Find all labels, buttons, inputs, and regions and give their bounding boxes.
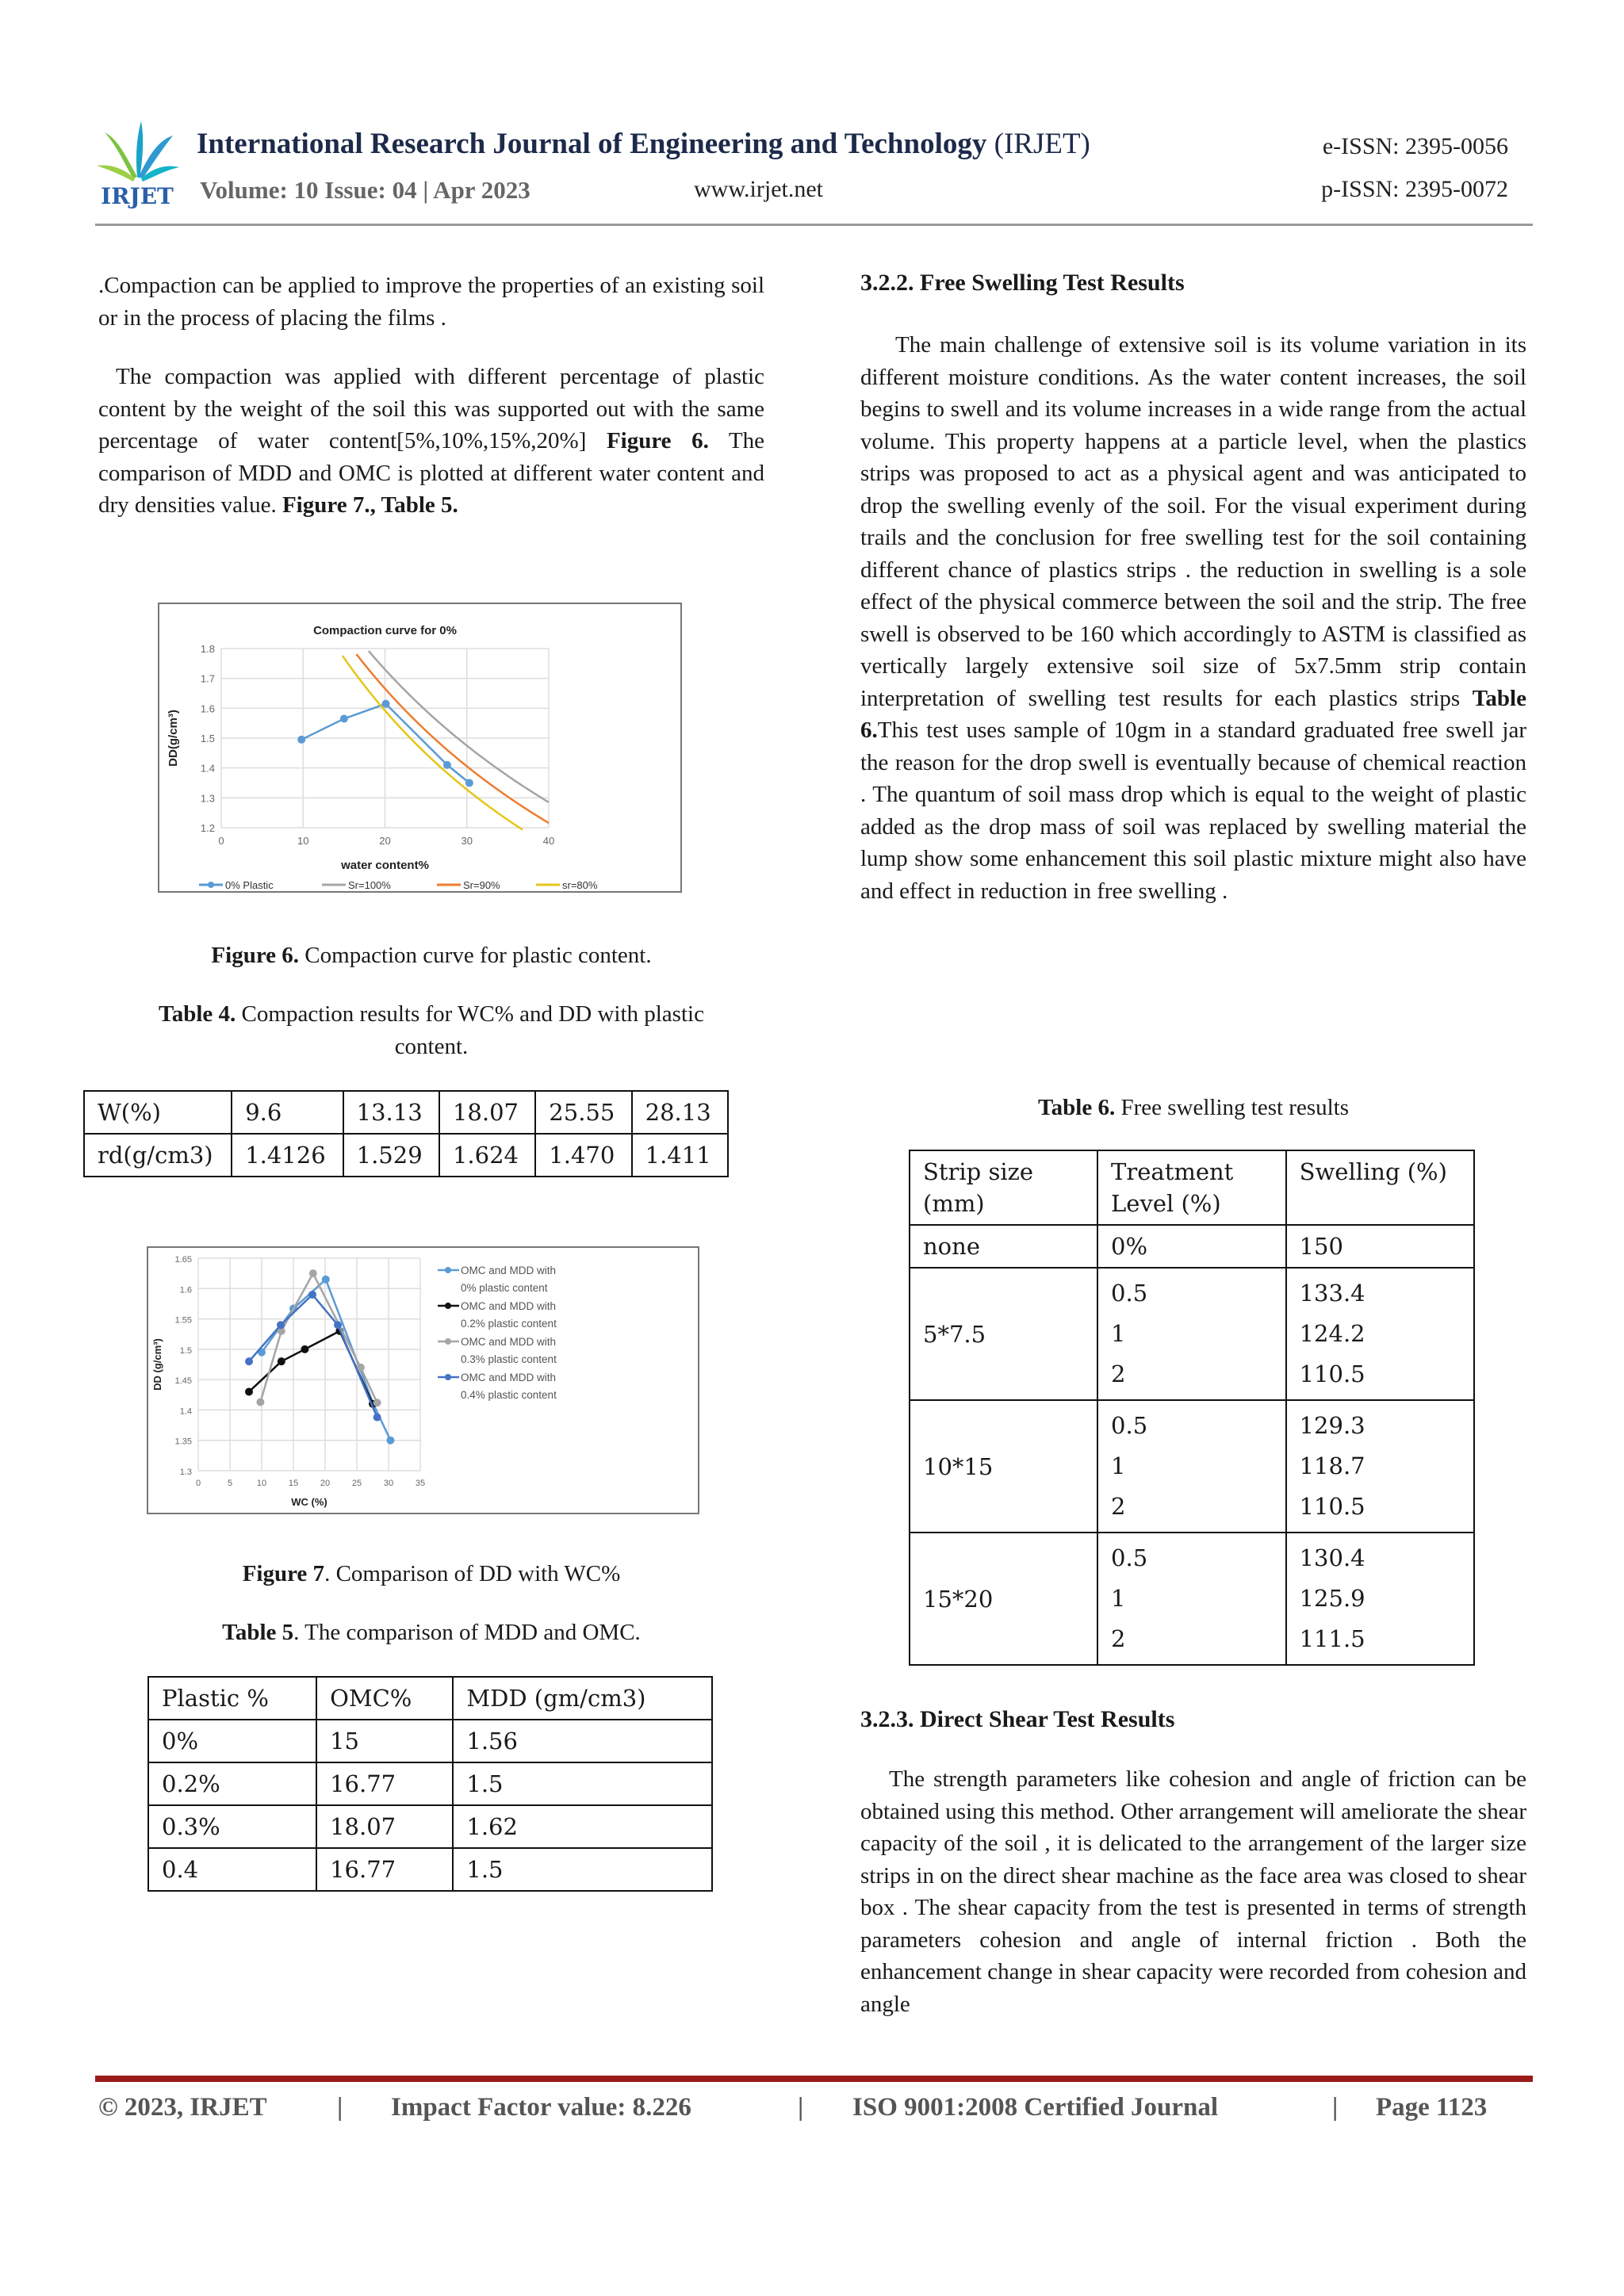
table-cell: 28.13 — [632, 1091, 728, 1134]
table-cell: 15 — [316, 1720, 453, 1762]
series-line — [249, 1331, 373, 1404]
x-tick-label: 25 — [351, 1479, 362, 1488]
x-axis-label: WC (%) — [291, 1496, 327, 1508]
y-tick-label: 1.4 — [179, 1406, 192, 1417]
series-line — [369, 651, 549, 802]
table-cell — [1097, 1225, 1286, 1268]
treatment-level: 0% — [1111, 1233, 1148, 1260]
table-cell: 16.77 — [316, 1762, 453, 1805]
website-link[interactable]: www.irjet.net — [694, 176, 824, 202]
table-4-caption: Table 4. Compaction results for WC% and DD with plastic content. — [159, 1001, 704, 1059]
data-point — [309, 1269, 317, 1277]
table-row — [148, 1762, 712, 1805]
data-point — [245, 1357, 253, 1365]
data-point — [373, 1399, 381, 1406]
y-tick-label: 1.7 — [200, 672, 215, 685]
data-point — [278, 1357, 285, 1365]
legend-marker — [445, 1303, 451, 1309]
data-point — [277, 1321, 285, 1329]
table-cell: 1.411 — [632, 1134, 728, 1177]
journal-title: International Research Journal of Engineering and Technology (IRJET) — [197, 128, 1090, 160]
table-cell: 1.529 — [343, 1134, 439, 1177]
table-cell: MDD (gm/cm3) — [453, 1677, 712, 1720]
table-cell: 0.4 — [148, 1848, 316, 1891]
table-cell: 5*7.5 — [910, 1268, 1097, 1400]
data-point — [334, 1321, 342, 1329]
legend-label: OMC and MDD with — [461, 1265, 557, 1276]
y-axis-label: DD(g/cm³) — [167, 710, 180, 767]
legend-label: 0.2% plastic content — [461, 1318, 557, 1330]
table-row — [148, 1720, 712, 1762]
table-5 — [147, 1676, 713, 1892]
table-cell: none — [910, 1225, 1097, 1268]
y-tick-label: 1.3 — [179, 1468, 192, 1477]
x-tick-label: 15 — [288, 1479, 299, 1488]
y-tick-label: 1.35 — [174, 1437, 192, 1447]
y-tick-label: 1.5 — [200, 733, 215, 744]
legend-marker — [445, 1338, 451, 1345]
data-point — [245, 1387, 253, 1395]
data-point — [301, 1345, 308, 1353]
figure-6-caption: Figure 6. Compaction curve for plastic content. — [211, 943, 652, 968]
figure-7-chart — [147, 1246, 699, 1514]
x-tick-label: 40 — [542, 835, 555, 847]
table-cell: Swelling (%) — [1286, 1150, 1474, 1225]
table-cell: Plastic % — [148, 1677, 316, 1720]
footer-iso: ISO 9001:2008 Certified Journal — [852, 2093, 1219, 2122]
section-heading-free-swelling: 3.2.2. Free Swelling Test Results — [860, 270, 1185, 296]
swelling-value: 110.5 — [1299, 1493, 1365, 1520]
table-cell — [1286, 1225, 1474, 1268]
x-tick-label: 5 — [227, 1479, 233, 1488]
x-tick-label: 10 — [256, 1479, 267, 1488]
table-cell: 1.62 — [453, 1805, 712, 1848]
swelling-value: 150 — [1299, 1233, 1343, 1260]
y-tick-label: 1.65 — [174, 1255, 192, 1265]
x-tick-label: 30 — [383, 1479, 394, 1488]
table-row — [910, 1533, 1474, 1665]
y-axis-label: DD (g/cm³) — [151, 1338, 163, 1391]
data-point — [373, 1414, 381, 1422]
treatment-level: 0.5 — [1111, 1280, 1148, 1307]
y-tick-label: 1.5 — [179, 1345, 192, 1356]
legend-label: OMC and MDD with — [461, 1300, 557, 1312]
table-row — [84, 1134, 728, 1177]
treatment-level: 2 — [1111, 1493, 1126, 1520]
paragraph: The main challenge of extensive soil is its volume variation in its different moisture conditions. As the water content increases, the soil begins to swell and its volume increases in a wide range from the actual volume. This property happens at a particle level, when the plastics strips was proposed to act as a physical agent and was anticipated to drop the swelling evenly of the soil. For the visual experiment during trails and the conclusion for free swelling test for the soil containing different chance of plastics strips . the reduction in swelling is a sole effect of the physical commerce between the soil and the strip. The free swell is observed to be 160 which accordingly to ASTM is classified as vertically largely extensive soil size of 5x7.5mm strip contain interpretation of swelling test results for each plastics strips Table 6.This test uses sample of 10gm in a standard graduated free swell jar the reason for the drop swell is eventually because of chemical reaction . The quantum of soil mass drop which is equal to the weight of plastic added as the drop mass of soil was replaced by swelling material the lump show some enhancement this soil plastic mixture might also have and effect in reduction in free swelling . — [860, 332, 1526, 904]
table-cell — [1286, 1533, 1474, 1665]
table-row — [910, 1268, 1474, 1400]
x-axis-label: water content% — [341, 859, 429, 872]
treatment-level: 1 — [1111, 1320, 1126, 1347]
legend-label: sr=80% — [562, 879, 598, 891]
treatment-level: 1 — [1111, 1585, 1126, 1612]
table-row — [910, 1225, 1474, 1268]
treatment-level: 2 — [1111, 1360, 1126, 1387]
table-cell: 0.3% — [148, 1805, 316, 1848]
x-tick-label: 0 — [195, 1479, 201, 1488]
table-row — [910, 1150, 1474, 1225]
table-cell: 0% — [148, 1720, 316, 1762]
table-6 — [909, 1150, 1475, 1666]
swelling-value: 133.4 — [1299, 1280, 1365, 1307]
table-cell — [1097, 1533, 1286, 1665]
table-cell: Treatment Level (%) — [1097, 1150, 1286, 1225]
data-point — [308, 1291, 316, 1299]
table-cell — [1097, 1268, 1286, 1400]
table-cell — [1286, 1400, 1474, 1533]
table-row — [148, 1677, 712, 1720]
paragraph: The compaction was applied with different percentage of plastic content by the weight of the soil this was supported out with the same percentage of water content[5%,10%,15%,20%] Figure 6. The comparison of MDD and OMC is plotted at different water content and dry densities value. Figure 7., Table 5. — [98, 364, 764, 518]
table-cell: 1.4126 — [232, 1134, 343, 1177]
x-tick-label: 30 — [461, 835, 473, 847]
table-cell: 1.5 — [453, 1848, 712, 1891]
table-cell: 1.56 — [453, 1720, 712, 1762]
treatment-level: 0.5 — [1111, 1412, 1148, 1439]
table-cell: 13.13 — [343, 1091, 439, 1134]
legend-label: Sr=90% — [463, 879, 500, 891]
data-point — [443, 761, 451, 769]
legend-label: 0.4% plastic content — [461, 1389, 557, 1401]
table-5-caption: Table 5. The comparison of MDD and OMC. — [222, 1620, 641, 1645]
table-cell: 16.77 — [316, 1848, 453, 1891]
data-point — [340, 715, 348, 723]
treatment-level: 1 — [1111, 1452, 1126, 1479]
y-tick-label: 1.45 — [174, 1376, 192, 1387]
table-4 — [83, 1090, 729, 1177]
swelling-value: 118.7 — [1299, 1452, 1365, 1479]
y-tick-label: 1.6 — [200, 702, 215, 715]
table-cell: 1.470 — [535, 1134, 631, 1177]
table-cell: 15*20 — [910, 1533, 1097, 1665]
figure-7-caption: Figure 7. Comparison of DD with WC% — [242, 1561, 621, 1586]
table-row — [148, 1848, 712, 1891]
footer-copyright: © 2023, IRJET — [98, 2093, 267, 2122]
legend-marker — [208, 882, 214, 888]
swelling-value: 111.5 — [1299, 1625, 1365, 1652]
series-line — [343, 656, 523, 830]
series-line — [249, 1295, 377, 1418]
legend-marker — [445, 1374, 451, 1380]
table-cell: 18.07 — [439, 1091, 535, 1134]
figure-6-chart — [158, 603, 682, 893]
table-cell: 1.5 — [453, 1762, 712, 1805]
series-line — [260, 1273, 377, 1402]
table-cell — [1097, 1400, 1286, 1533]
footer-separator: | — [1332, 2093, 1339, 2122]
legend-label: 0% plastic content — [461, 1282, 548, 1294]
x-tick-label: 0 — [218, 835, 224, 847]
table-cell: 9.6 — [232, 1091, 343, 1134]
table-cell: 18.07 — [316, 1805, 453, 1848]
legend-label: OMC and MDD with — [461, 1336, 557, 1348]
volume-issue: Volume: 10 Issue: 04 | Apr 2023 — [200, 176, 530, 204]
table-6-caption: Table 6. Free swelling test results — [1037, 1095, 1350, 1120]
header-divider — [95, 224, 1533, 226]
swelling-value: 129.3 — [1299, 1412, 1365, 1439]
treatment-level: 0.5 — [1111, 1544, 1148, 1571]
paragraph: .Compaction can be applied to improve the properties of an existing soil or in the process of placing the films . — [98, 273, 764, 331]
footer-divider — [95, 2076, 1533, 2082]
x-tick-label: 35 — [415, 1479, 426, 1488]
data-point — [465, 779, 473, 787]
table-cell: rd(g/cm3) — [84, 1134, 232, 1177]
footer-separator: | — [798, 2093, 804, 2122]
table-cell: W(%) — [84, 1091, 232, 1134]
section-heading-direct-shear: 3.2.3. Direct Shear Test Results — [860, 1706, 1175, 1732]
table-cell: 0.2% — [148, 1762, 316, 1805]
table-row — [84, 1091, 728, 1134]
data-point — [322, 1276, 330, 1284]
svg-text:IRJET: IRJET — [101, 183, 174, 209]
table-cell: 25.55 — [535, 1091, 631, 1134]
x-tick-label: 20 — [320, 1479, 331, 1488]
x-tick-label: 20 — [379, 835, 391, 847]
treatment-level: 2 — [1111, 1625, 1126, 1652]
eissn: e-ISSN: 2395-0056 — [1322, 133, 1508, 159]
table-row — [910, 1400, 1474, 1533]
y-tick-label: 1.4 — [200, 762, 215, 775]
chart-title: Compaction curve for 0% — [313, 624, 457, 637]
footer-page-number: Page 1123 — [1376, 2093, 1488, 2122]
x-tick-label: 10 — [297, 835, 309, 847]
table-cell: 1.624 — [439, 1134, 535, 1177]
legend-label: OMC and MDD with — [461, 1372, 557, 1383]
swelling-value: 130.4 — [1299, 1544, 1365, 1571]
y-tick-label: 1.8 — [200, 643, 215, 655]
table-cell: 10*15 — [910, 1400, 1097, 1533]
irjet-logo — [94, 115, 181, 210]
legend-label: 0% Plastic — [225, 879, 274, 891]
table-cell — [1286, 1268, 1474, 1400]
data-point — [382, 700, 390, 708]
footer-separator: | — [337, 2093, 343, 2122]
swelling-value: 110.5 — [1299, 1360, 1365, 1387]
legend-label: Sr=100% — [348, 879, 391, 891]
y-tick-label: 1.6 — [179, 1285, 192, 1295]
swelling-value: 124.2 — [1299, 1320, 1365, 1347]
y-tick-label: 1.3 — [200, 792, 215, 805]
pissn: p-ISSN: 2395-0072 — [1321, 176, 1508, 202]
y-tick-label: 1.55 — [174, 1315, 192, 1326]
footer-impact-factor: Impact Factor value: 8.226 — [391, 2093, 691, 2122]
table-cell: OMC% — [316, 1677, 453, 1720]
data-point — [386, 1437, 394, 1445]
y-tick-label: 1.2 — [200, 822, 215, 834]
data-point — [297, 736, 305, 744]
swelling-value: 125.9 — [1299, 1585, 1365, 1612]
legend-marker — [445, 1267, 451, 1273]
paragraph: The strength parameters like cohesion and angle of friction can be obtained using this method. Other arrangement will ameliorate the shear capacity of the soil , it is delicated to the arrangement of the larger size strips in on the direct shear machine as the face area was closed to shear box . The shear capacity from the test is presented in terms of strength parameters cohesion and angle of internal friction . Both the enhancement change in shear capacity were recorded from cohesion and angle — [860, 1766, 1526, 2017]
table-row — [148, 1805, 712, 1848]
table-cell: Strip size (mm) — [910, 1150, 1097, 1225]
legend-label: 0.3% plastic content — [461, 1353, 557, 1365]
data-point — [256, 1398, 264, 1406]
